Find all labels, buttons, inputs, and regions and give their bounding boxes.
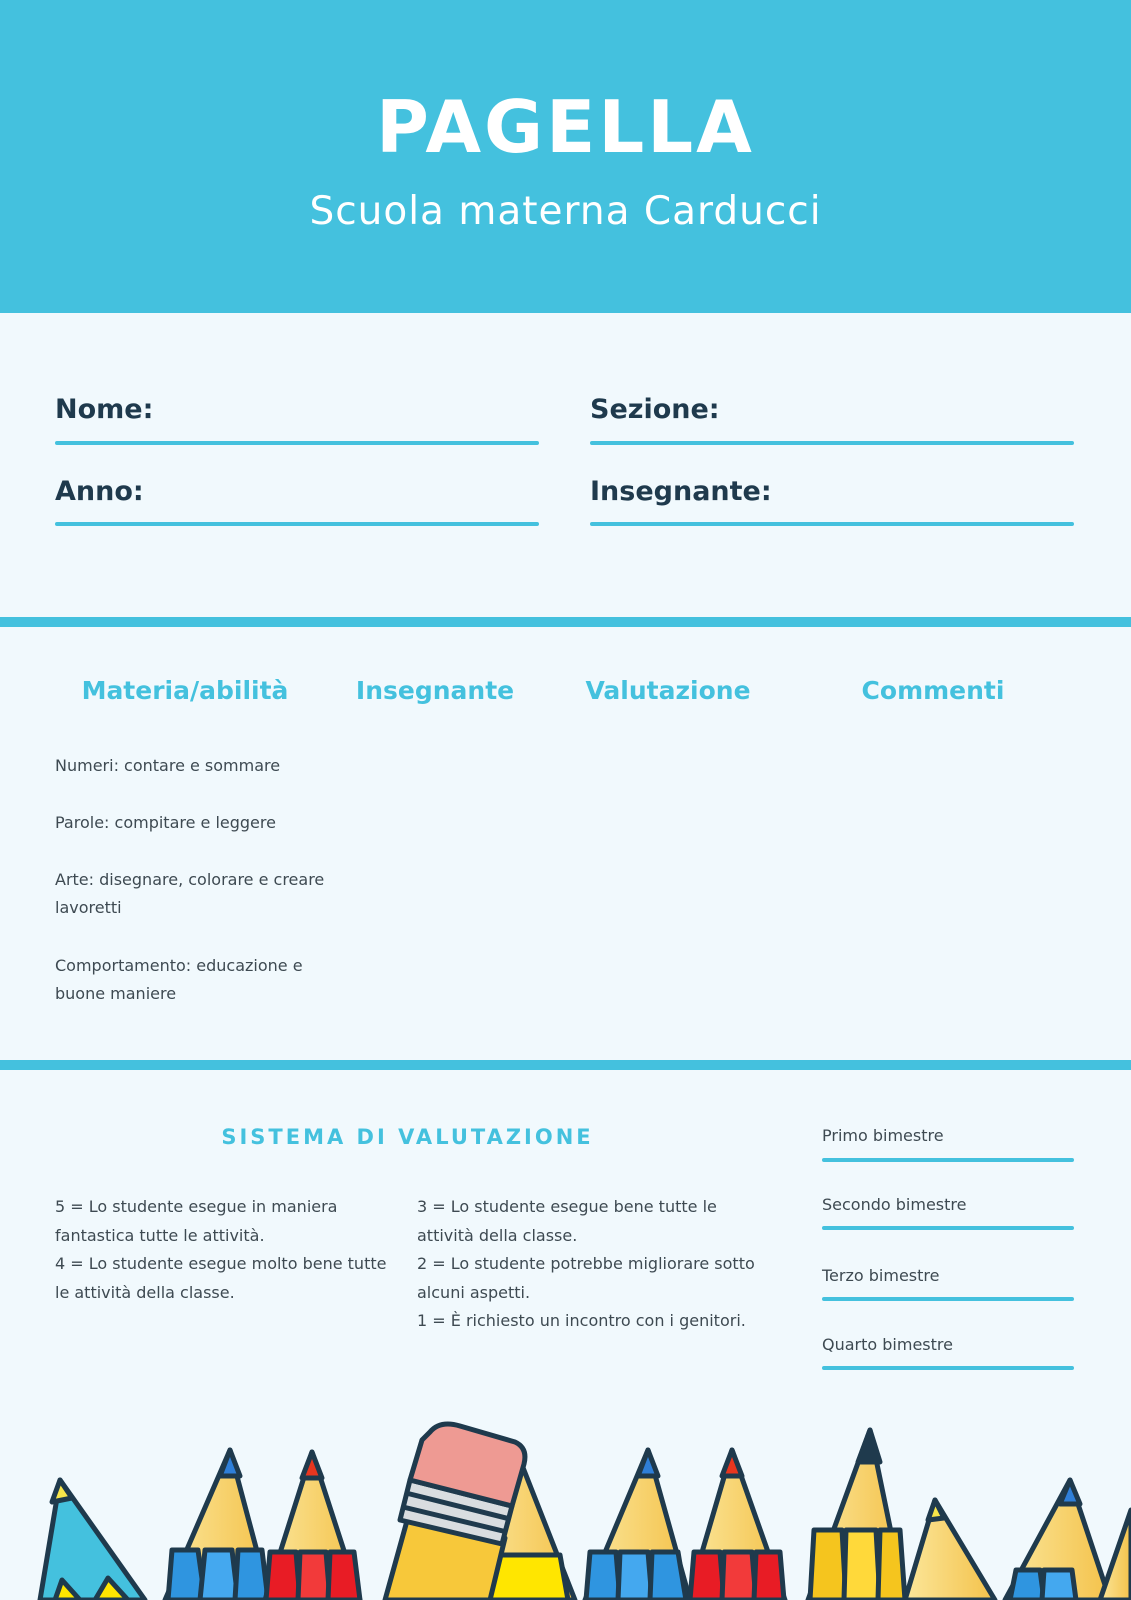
subject-row: Numeri: contare e sommare [55,756,281,775]
grade-description: 5 = Lo studente esegue in maniera fantastica tutte le attività. [55,1197,338,1245]
grading-scale-left [55,1193,395,1307]
year-field-line[interactable] [55,522,539,526]
grade-description: 4 = Lo studente esegue molto bene tutte le attività della classe. [55,1254,387,1302]
section-field-line[interactable] [590,441,1074,445]
school-name: Scuola materna Carducci [309,189,822,234]
pencil-icon [1100,1510,1131,1600]
term-line-third[interactable] [822,1297,1074,1301]
pencil-icon [905,1500,995,1600]
page-title: PAGELLA [376,85,755,169]
grade-description: 2 = Lo studente potrebbe migliorare sotto alcuni aspetti. [417,1254,755,1302]
header-banner [0,0,1131,313]
grading-system-title: SISTEMA DI VALUTAZIONE [221,1125,594,1149]
term-label-second: Secondo bimestre [822,1195,967,1214]
teacher-field-line[interactable] [590,522,1074,526]
term-line-second[interactable] [822,1226,1074,1230]
name-field-line[interactable] [55,441,539,445]
term-label-third: Terzo bimestre [822,1266,940,1285]
column-header-grade: Valutazione [585,676,751,705]
subject-row: Arte: disegnare, colorare e creare lavoretti [55,870,325,917]
subject-row: Comportamento: educazione e buone maniere [55,956,303,1003]
column-header-comments: Commenti [861,676,1005,705]
section-divider [0,1060,1131,1070]
term-label-fourth: Quarto bimestre [822,1335,953,1354]
term-label-first: Primo bimestre [822,1126,944,1145]
pencil-icon [808,1430,905,1600]
pencil-icon [688,1450,785,1600]
term-line-fourth[interactable] [822,1366,1074,1370]
pencil-icon [1005,1480,1110,1600]
teacher-field-label: Insegnante: [590,476,772,507]
subject-row: Parole: compitare e leggere [55,813,276,832]
pencil-icon [265,1452,360,1600]
year-field-label: Anno: [55,476,144,507]
grade-description: 3 = Lo studente esegue bene tutte le attività della classe. [417,1197,717,1245]
pencil-icon [165,1450,270,1600]
pencil-icon [585,1450,690,1600]
column-header-teacher: Insegnante [355,676,515,705]
colored-pencils-border [0,1420,1131,1600]
pencil-icon [40,1480,145,1600]
section-field-label: Sezione: [590,394,720,425]
grading-scale-right [417,1193,767,1336]
column-header-subject: Materia/abilità [81,676,289,705]
section-divider [0,617,1131,627]
term-line-first[interactable] [822,1158,1074,1162]
grade-description: 1 = È richiesto un incontro con i genitori. [417,1311,746,1330]
name-field-label: Nome: [55,394,154,425]
